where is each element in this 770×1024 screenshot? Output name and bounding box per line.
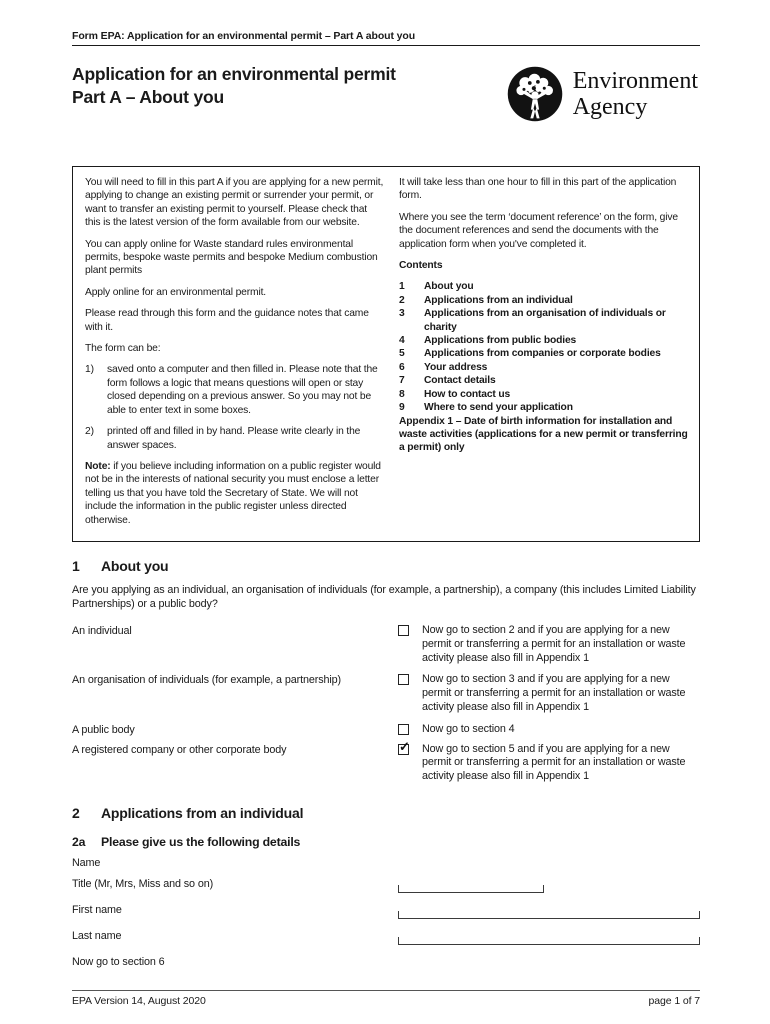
contents-label: Where to send your application — [424, 402, 573, 414]
intro-paragraph-fill-in: You will need to fill in this part A if you are applying for a new permit, applying to change an existing permit or surrender your permit, or want to transfer an existing permit to yourself. Please check that this is the latest version of the form available from our website. — [85, 177, 384, 229]
section2-title: Applications from an individual — [101, 804, 304, 821]
contents-number: 2 — [399, 294, 405, 306]
option-row-individual — [72, 624, 700, 665]
contents-label: How to contact us — [424, 388, 511, 400]
logo-word-agency: Agency — [572, 94, 648, 120]
contents-number: 1 — [399, 281, 405, 293]
note-label: Note: — [85, 460, 111, 472]
intro-paragraph-apply-online-link: Apply online for an environmental permit. — [85, 286, 267, 298]
environment-agency-logo — [506, 65, 698, 123]
title-row — [72, 63, 700, 151]
contents-item-4 — [399, 334, 691, 347]
contents-item-3 — [399, 307, 691, 334]
section2a-title: Please give us the following details — [101, 834, 301, 849]
option-instruction: Now go to section 4 — [422, 722, 515, 735]
field-row-first-name — [72, 904, 700, 919]
last-name-input[interactable] — [398, 937, 700, 945]
environment-agency-wordmark — [573, 68, 698, 120]
contents-item-9 — [399, 401, 691, 414]
page-title-line1: Application for an environmental permit — [72, 64, 396, 84]
section2-number: 2 — [72, 804, 80, 821]
list-item-text: printed off and filled in by hand. Please write clearly in the answer spaces. — [107, 426, 361, 451]
checkbox-individual[interactable] — [398, 625, 409, 636]
contents-title: Contents — [399, 260, 443, 272]
document-reference-paragraph: Where you see the term ‘document reference’ on the form, give the document references and send the documents with the application form when you've completed it. — [399, 211, 678, 250]
contents-label: Applications from an individual — [424, 294, 573, 306]
page-footer — [72, 990, 700, 1007]
section2a-heading — [72, 835, 700, 849]
first-name-input[interactable] — [398, 911, 700, 919]
contents-label: Applications from companies or corporate bodies — [424, 348, 661, 360]
checkbox-public-body[interactable] — [398, 724, 409, 735]
title-input[interactable] — [398, 885, 544, 893]
time-estimate-paragraph: It will take less than one hour to fill in this part of the application form. — [399, 177, 677, 202]
option-instruction: Now go to section 5 and if you are applying for a new permit or transferring a permit for an installation or waste activity please also fill in Appendix 1 — [422, 742, 686, 783]
contents-number: 4 — [399, 335, 405, 347]
section1-number: 1 — [72, 557, 80, 574]
first-name-field-label: First name — [72, 903, 122, 916]
checkbox-registered-company[interactable] — [398, 738, 410, 755]
list-item-text: saved onto a computer and then filled in. Please note that the form follows a logic that means questions will open or stay closed depending on a previous answer. So you may not be able to enter text in some boxes. — [107, 364, 378, 416]
option-label: A public body — [72, 723, 135, 736]
section1-heading — [72, 558, 700, 574]
option-label: An organisation of individuals (for example, a partnership) — [72, 674, 341, 687]
goto-section6-note: Now go to section 6 — [72, 955, 165, 968]
note-text: if you believe including information on a public register would not be in the interests of national security you must enclose a letter telling us that you have told the Secretary of State. We will not include the information in the public register unless directed otherwise. — [85, 460, 381, 526]
field-row-last-name — [72, 930, 700, 945]
page-title-line2: Part A – About you — [72, 87, 224, 107]
section1-question: Are you applying as an individual, an organisation of individuals (for example, a partnership), a company (this includes Limited Liability Partnerships) or a public body? — [72, 583, 696, 610]
contents-number: 6 — [399, 361, 405, 373]
contents-item-6 — [399, 361, 691, 374]
contents-item-7 — [399, 374, 691, 387]
contents-label: About you — [424, 281, 474, 293]
section2a-number: 2a — [72, 834, 86, 849]
section2-heading — [72, 805, 700, 821]
checkbox-tick-checked: ✓ — [399, 738, 410, 754]
introduction-box — [72, 166, 700, 542]
field-row-title — [72, 878, 700, 893]
contents-number: 5 — [399, 348, 405, 360]
list-number: 1) — [85, 364, 94, 376]
option-instruction: Now go to section 3 and if you are applying for a new permit or transferring a permit for an installation or waste activity please also fill in Appendix 1 — [422, 673, 686, 713]
title-field-label: Title (Mr, Mrs, Miss and so on) — [72, 877, 214, 890]
form-reference-header: Form EPA: Application for an environmental permit – Part A about you — [72, 30, 700, 46]
name-group-label: Name — [72, 856, 101, 869]
contents-number: 3 — [399, 308, 405, 320]
option-row-registered-company — [72, 738, 700, 784]
list-number: 2) — [85, 426, 94, 438]
footer-page-number: page 1 of 7 — [648, 995, 700, 1007]
option-label: A registered company or other corporate body — [72, 743, 287, 756]
logo-word-environment: Environment — [572, 68, 698, 94]
intro-paragraph-form-can-be: The form can be: — [85, 343, 161, 355]
national-security-note — [85, 460, 385, 527]
contents-label: Contact details — [424, 375, 496, 387]
option-instruction: Now go to section 2 and if you are applying for a new permit or transferring a permit for an installation or waste activity please also fill in Appendix 1 — [422, 623, 686, 664]
option-row-public-body — [72, 723, 700, 738]
list-item-printed-by-hand — [85, 425, 385, 452]
contents-item-5 — [399, 347, 691, 360]
last-name-field-label: Last name — [72, 929, 122, 942]
contents-item-8 — [399, 388, 691, 401]
checkbox-organisation[interactable] — [398, 674, 409, 685]
contents-number: 8 — [399, 388, 405, 400]
contents-label: Applications from an organisation of individuals or charity — [424, 308, 666, 333]
environment-agency-tree-figure-icon — [506, 65, 564, 123]
contents-number: 9 — [399, 402, 405, 414]
intro-left-column — [85, 176, 385, 535]
intro-paragraph-read-guidance: Please read through this form and the guidance notes that came with it. — [85, 308, 369, 333]
contents-item-1 — [399, 280, 691, 293]
contents-label: Applications from public bodies — [424, 335, 577, 347]
intro-right-column — [399, 176, 691, 535]
contents-item-2 — [399, 294, 691, 307]
list-item-saved-on-computer — [85, 363, 385, 417]
footer-version: EPA Version 14, August 2020 — [72, 995, 206, 1007]
contents-label: Your address — [424, 361, 488, 373]
intro-paragraph-apply-online-types: You can apply online for Waste standard rules environmental permits, bespoke waste permits and bespoke Medium combustion plant permits — [85, 238, 378, 277]
section1-title: About you — [101, 557, 169, 574]
page-title — [72, 63, 396, 109]
option-label: An individual — [72, 624, 132, 637]
contents-number: 7 — [399, 375, 405, 387]
contents-appendix-entry: Appendix 1 – Date of birth information for installation and waste activities (applications for a new permit or transferring a permit) only — [399, 415, 688, 454]
option-row-organisation — [72, 673, 700, 714]
